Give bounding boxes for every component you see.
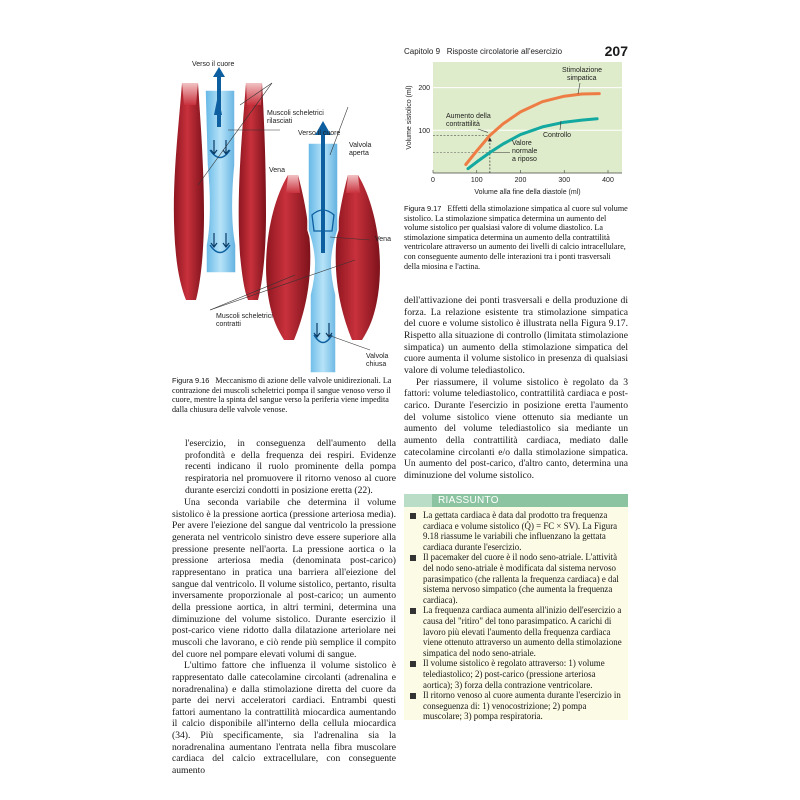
x-tick-label: 100 — [470, 177, 483, 184]
annotation-valore-line1: Valore — [512, 140, 532, 147]
figure-9-17-caption-text: Effetti della stimolazione simpatica al cuore sul volume sistolico. La stimolazione simpatica determina un aumento del volume sistolico per qualsiasi valore di volume diastolico. La stimolazione simpatica determina un aumento della contrattilità ventricolare attraverso un aumento dei livelli di calcio intracellulare, con conseguente aumento delle interazioni tra i ponti trasversali della miosina e l'actina. — [404, 204, 628, 271]
annotation-valore-line2: normale — [512, 148, 538, 155]
figure-9-16 — [170, 55, 400, 375]
paragraph: Per riassumere, il volume sistolico è regolato da 3 fattori: volume telediastolico, contrattilità cardiaca e post-carico. Durante l'esercizio in posizione eretta l'aumento del volume sistolico viene ottenuto sia mediante un aumento del volume telediastolico sia mediante un aumento della contrattilità cardiaca, mediato dalle catecolamine circolanti e/o dalla stimolazione simpatica. Un aumento del post-carico, d'altro canto, determina una diminuzione del volume sistolico. — [404, 376, 628, 481]
chapter-heading — [404, 47, 562, 56]
muscle-right-2 — [336, 175, 380, 340]
figure-9-17-label: Figura 9.17 — [404, 204, 442, 213]
summary-item: La frequenza cardiaca aumenta all'inizio dell'esercizio a causa del "ritiro" del tono parasimpatico. A carichi di lavoro più elevati l'aumento della frequenza cardiaca viene ottenuto attraverso un aumento della stimolazione simpatica del nodo seno-atriale. — [408, 605, 626, 658]
y-tick-label: 100 — [418, 127, 430, 135]
x-tick-label: 400 — [602, 177, 614, 184]
annotation-stimolazione-line1: Stimolazione — [562, 67, 603, 74]
figure-9-17-chart — [402, 58, 628, 198]
summary-box — [404, 494, 628, 720]
summary-item: Il pacemaker del cuore è il nodo seno-atriale. L'attività del nodo seno-atriale è modificata dal sistema nervoso parasimpatico (che rallenta la frequenza cardiaca) e dal sistema nervoso simpatico (che aumenta la frequenza cardiaca). — [408, 552, 626, 605]
summary-list — [408, 510, 626, 722]
figure-9-17-caption — [404, 204, 628, 271]
annotation-contrattilita-line1: Aumento della — [446, 113, 491, 120]
summary-title: RIASSUNTO — [438, 495, 499, 506]
paragraph: Una seconda variabile che determina il volume sistolico è la pressione aortica (pressione arteriosa media). Per avere l'eiezione del sangue dal ventricolo la pressione generata nel ventricolo sinistro deve essere superiore alla pressione presente nell'aorta. La pressione aortica o la pressione arteriosa media (denominata post-carico) rappresentano in pratica una barriera all'eiezione del sangue dal ventricolo. Il volume sistolico, pertanto, risulta inversamente proporzionale al post-carico; un aumento della pressione aortica, in altri termini, determina una diminuzione del volume sistolico. Durante esercizio il post-carico viene ridotto dalla dilatazione arteriolare nei muscoli che lavorano, e ciò rende più semplice il compito del cuore nel pompare elevati volumi di sangue. — [172, 497, 396, 660]
summary-title-bar — [404, 494, 628, 507]
figure-9-16-caption — [172, 376, 396, 414]
annotation-contrattilita-line2: contrattilità — [446, 121, 480, 128]
paragraph: l'esercizio, in conseguenza dell'aumento della profondità e della frequenza dei respiri. Evidenze recenti indicano il ruolo prominente della pompa respiratoria nel promuovere il ritorno venoso al cuore durante esercizi condotti in posizione eretta (22). — [185, 438, 396, 496]
bullet-square-icon — [410, 661, 416, 667]
annotation-controllo: Controllo — [543, 132, 572, 139]
page-number: 207 — [604, 43, 628, 59]
figure-9-16-caption-text: Meccanismo di azione delle valvole unidirezionali. La contrazione dei muscoli scheletrici pompa il sangue venoso verso il cuore, mentre la spinta del sangue verso la periferia viene impedita dalla chiusura delle valvole venose. — [172, 376, 392, 414]
paragraph: dell'attivazione dei ponti trasversali e della produzione di forza. La relazione esistente tra stimolazione simpatica del cuore e volume sistolico è illustrata nella Figura 9.17. Rispetto alla situazione di controllo (limitata stimolazione simpatica) un aumento della stimolazione simpatica del cuore aumenta il volume sistolico in presenza di qualsiasi valore di volume telediastolico. — [404, 295, 628, 376]
bullet-square-icon — [410, 693, 416, 699]
muscle-left-1 — [174, 83, 204, 300]
label-valvola-aperta: Valvola aperta — [349, 142, 372, 157]
muscle-right-1 — [239, 83, 266, 300]
y-axis-label: Volume sistolico (ml) — [406, 85, 413, 150]
y-tick-label: 200 — [418, 85, 430, 93]
stroke-volume-chart — [402, 58, 628, 198]
summary-item: La gettata cardiaca è data dal prodotto tra frequenza cardiaca e volume sistolico (Q̇) = FC × SV). La Figura 9.18 riassume le variabili che influenzano la gettata cardiaca durante l'esercizio. — [408, 510, 626, 552]
summary-item: Il volume sistolico è regolato attraverso: 1) volume telediastolico; 2) post-carico (pressione arteriosa aortica); 3) forza della contrazione ventricolare. — [408, 658, 626, 690]
left-column-text — [185, 438, 396, 496]
label-muscoli-contratti: Muscoli scheletrici contratti — [216, 313, 273, 328]
relaxed-muscles-group — [174, 67, 266, 300]
x-axis-label: Volume alla fine della diastole (ml) — [474, 189, 581, 196]
venous-valve-illustration — [170, 55, 400, 375]
label-valvola-chiusa: Valvola chiusa — [366, 353, 389, 368]
figure-9-16-label: Figura 9.16 — [172, 376, 210, 385]
x-tick-label: 200 — [514, 177, 527, 184]
label-verso-cuore-1: Verso il cuore — [192, 61, 235, 68]
label-vena-1: Vena — [269, 167, 285, 174]
bullet-square-icon — [410, 608, 416, 614]
annotation-valore-line3: a riposo — [512, 156, 537, 163]
chapter-number: Capitolo 9 — [404, 47, 441, 56]
paragraph: L'ultimo fattore che influenza il volume sistolico è rappresentato dalle catecolamine circolanti (adrenalina e noradrenalina) e dalla stimolazione diretta del cuore da parte dei nervi acceleratori cardiaci. Entrambi questi fattori aumentano la contrattilità miocardica aumentando il calcio disponibile all'interno della cellula miocardica (34). Più specificamente, sia l'adrenalina sia la noradrenalina aumentano l'entrata nella fibra muscolare cardiaca del calcio extracellulare, con conseguente aumento — [172, 660, 396, 777]
contracted-muscles-group — [266, 121, 380, 373]
summary-title-tab — [404, 494, 432, 507]
label-vena-2: Vena — [375, 236, 391, 243]
right-column-text — [404, 295, 628, 482]
x-tick-label: 300 — [558, 177, 571, 184]
label-muscoli-rilasciati: Muscoli scheletrici rilasciati — [267, 110, 324, 125]
chapter-title: Risposte circolatorie all'esercizio — [446, 47, 563, 56]
bullet-square-icon — [410, 513, 416, 519]
label-verso-cuore-2: Verso il cuore — [298, 130, 341, 137]
left-column-text-2 — [172, 497, 396, 777]
bullet-square-icon — [410, 555, 416, 561]
x-tick-label: 0 — [431, 177, 435, 184]
summary-item: Il ritorno venoso al cuore aumenta durante l'esercizio in conseguenza di: 1) venocostrizione; 2) pompa muscolare; 3) pompa respiratoria. — [408, 690, 626, 722]
annotation-stimolazione-line2: simpatica — [567, 75, 597, 82]
